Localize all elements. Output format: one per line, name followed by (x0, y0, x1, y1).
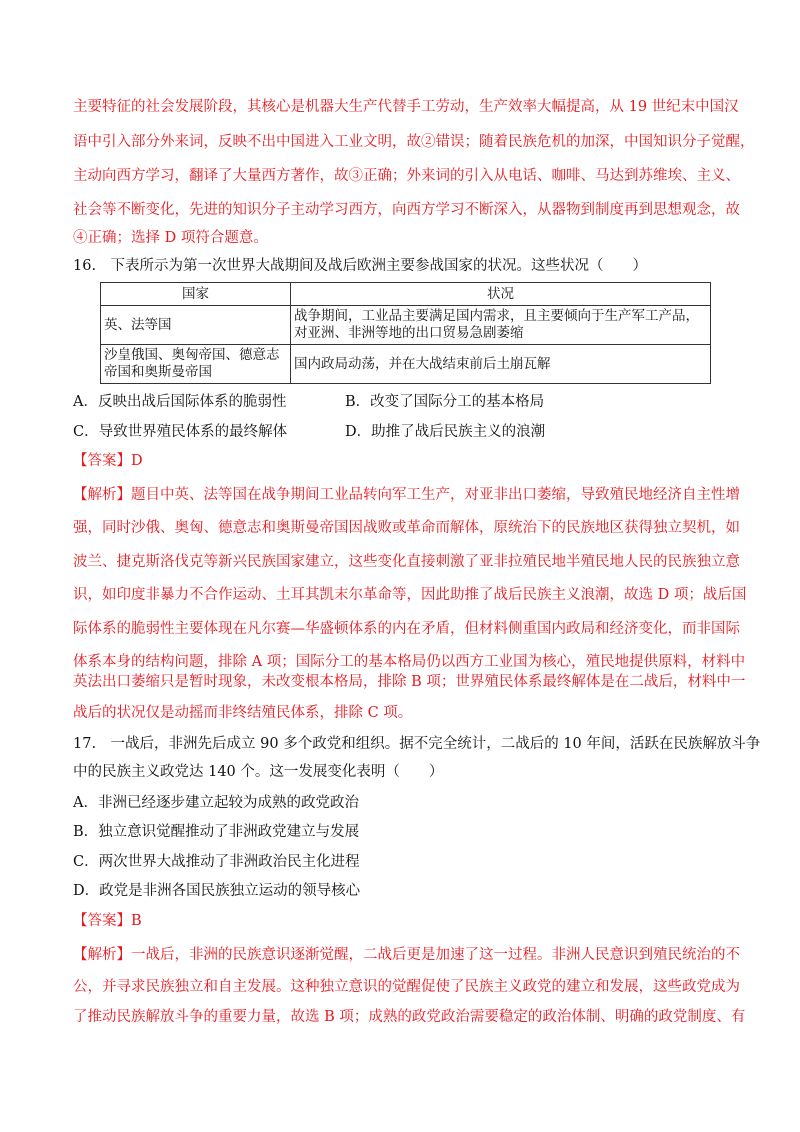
analysis-17-line (73, 946, 740, 964)
option-16-b: B．改变了国际分工的基本格局 (345, 394, 545, 410)
table-header-row (101, 283, 711, 306)
table-cell-status: 国内政局动荡，并在大战结束前后土崩瓦解 (291, 345, 711, 384)
question-17-stem: 中的民族主义政党达 140 个。这一发展变化表明（ ） (73, 764, 444, 780)
analysis-16-line (73, 486, 740, 504)
table-cell-country: 英、法等国 (101, 306, 291, 345)
option-17-c: C．两次世界大战推动了非洲政治民主化进程 (73, 854, 360, 870)
answer-value: D (131, 453, 143, 469)
prev-analysis-line: 主要特征的社会发展阶段，其核心是机器大生产代替手工劳动，生产效率大幅提高，从 19 世纪末中国汉 (73, 99, 739, 115)
table-cell-status: 战争期间，工业品主要满足国内需求，且主要倾向于生产军工产品，对亚洲、非洲等地的出口贸易急剧萎缩 (291, 306, 711, 345)
answer-16 (73, 452, 733, 470)
analysis-16-line: 战后的状况仅是动摇而非终结殖民体系，排除 C 项。 (73, 705, 413, 721)
prev-analysis-line: 主动向西方学习，翻译了大量西方著作，故③正确；外来词的引入从电话、咖啡、马达到苏维埃、主义、 (73, 168, 740, 184)
analysis-16-line: 识，如印度非暴力不合作运动、土耳其凯末尔革命等，因此助推了战后民族主义浪潮，故选 D 项；战后国 (73, 587, 747, 603)
analysis-17-line: 了推动民族解放斗争的重要力量，故选 B 项；成熟的政党政治需要稳定的政治体制、明确的政党制度、有 (73, 1009, 746, 1025)
analysis-17-line: 公，并寻求民族独立和自主发展。这种独立意识的觉醒促使了民族主义政党的建立和发展，这些政党成为 (73, 979, 740, 995)
option-17-b: B．独立意识觉醒推动了非洲政党建立与发展 (73, 824, 360, 840)
answer-label: 【答案】 (73, 913, 131, 929)
table-row (101, 345, 711, 384)
table-cell-country: 沙皇俄国、奥匈帝国、德意志帝国和奥斯曼帝国 (101, 345, 291, 384)
prev-analysis-line: ④正确；选择 D 项符合题意。 (73, 230, 268, 246)
answer-value: B (131, 913, 142, 929)
analysis-16-line: 强，同时沙俄、奥匈、德意志和奥斯曼帝国因战败或革命而解体，原统治下的民族地区获得独立契机，如 (73, 520, 740, 536)
option-17-a: A．非洲已经逐步建立起较为成熟的政党政治 (73, 795, 359, 811)
analysis-text: 题目中英、法等国在战争期间工业品转向军工生产，对亚非出口萎缩，导致殖民地经济自主性增 (131, 487, 740, 503)
answer-label: 【答案】 (73, 453, 131, 469)
option-16-a: A．反映出战后国际体系的脆弱性 (73, 394, 287, 410)
analysis-16-line: 体系本身的结构问题，排除 A 项；国际分工的基本格局仍以西方工业国为核心，殖民地提供原料，材料中 (73, 654, 746, 670)
question-17-stem: 17. 一战后，非洲先后成立 90 多个政党和组织。据不完全统计，二战后的 10 年间，活跃在民族解放斗争 (73, 736, 761, 752)
answer-17 (73, 912, 733, 930)
analysis-label: 【解析】 (73, 487, 131, 503)
table-header-country: 国家 (101, 283, 291, 306)
analysis-text: 一战后，非洲的民族意识逐渐觉醒，二战后更是加速了这一过程。非洲人民意识到殖民统治的不 (131, 947, 740, 963)
option-16-c: C．导致世界殖民体系的最终解体 (73, 424, 288, 440)
option-16-d: D．助推了战后民族主义的浪潮 (345, 424, 546, 440)
analysis-16-line: 英法出口萎缩只是暂时现象，未改变根本格局，排除 B 项；世界殖民体系最终解体是在二战后，材料中一 (73, 674, 746, 690)
analysis-16-line: 际体系的脆弱性主要体现在凡尔赛—华盛顿体系的内在矛盾，但材料侧重国内政局和经济变化，而非国际 (73, 621, 740, 637)
analysis-16-line: 波兰、捷克斯洛伐克等新兴民族国家建立，这些变化直接刺激了亚非拉殖民地半殖民地人民的民族独立意 (73, 554, 740, 570)
table-header-status: 状况 (291, 283, 711, 306)
table-row (101, 306, 711, 345)
question-16-stem: 16. 下表所示为第一次世界大战期间及战后欧洲主要参战国家的状况。这些状况（ ） (73, 258, 648, 274)
question-16-table (100, 282, 711, 384)
analysis-label: 【解析】 (73, 947, 131, 963)
option-17-d: D．政党是非洲各国民族独立运动的领导核心 (73, 883, 361, 899)
prev-analysis-line: 语中引入部分外来词，反映不出中国进入工业文明，故②错误；随着民族危机的加深，中国知识分子觉醒， (73, 134, 755, 150)
prev-analysis-line: 社会等不断变化，先进的知识分子主动学习西方，向西方学习不断深入，从器物到制度再到思想观念，故 (73, 202, 740, 218)
